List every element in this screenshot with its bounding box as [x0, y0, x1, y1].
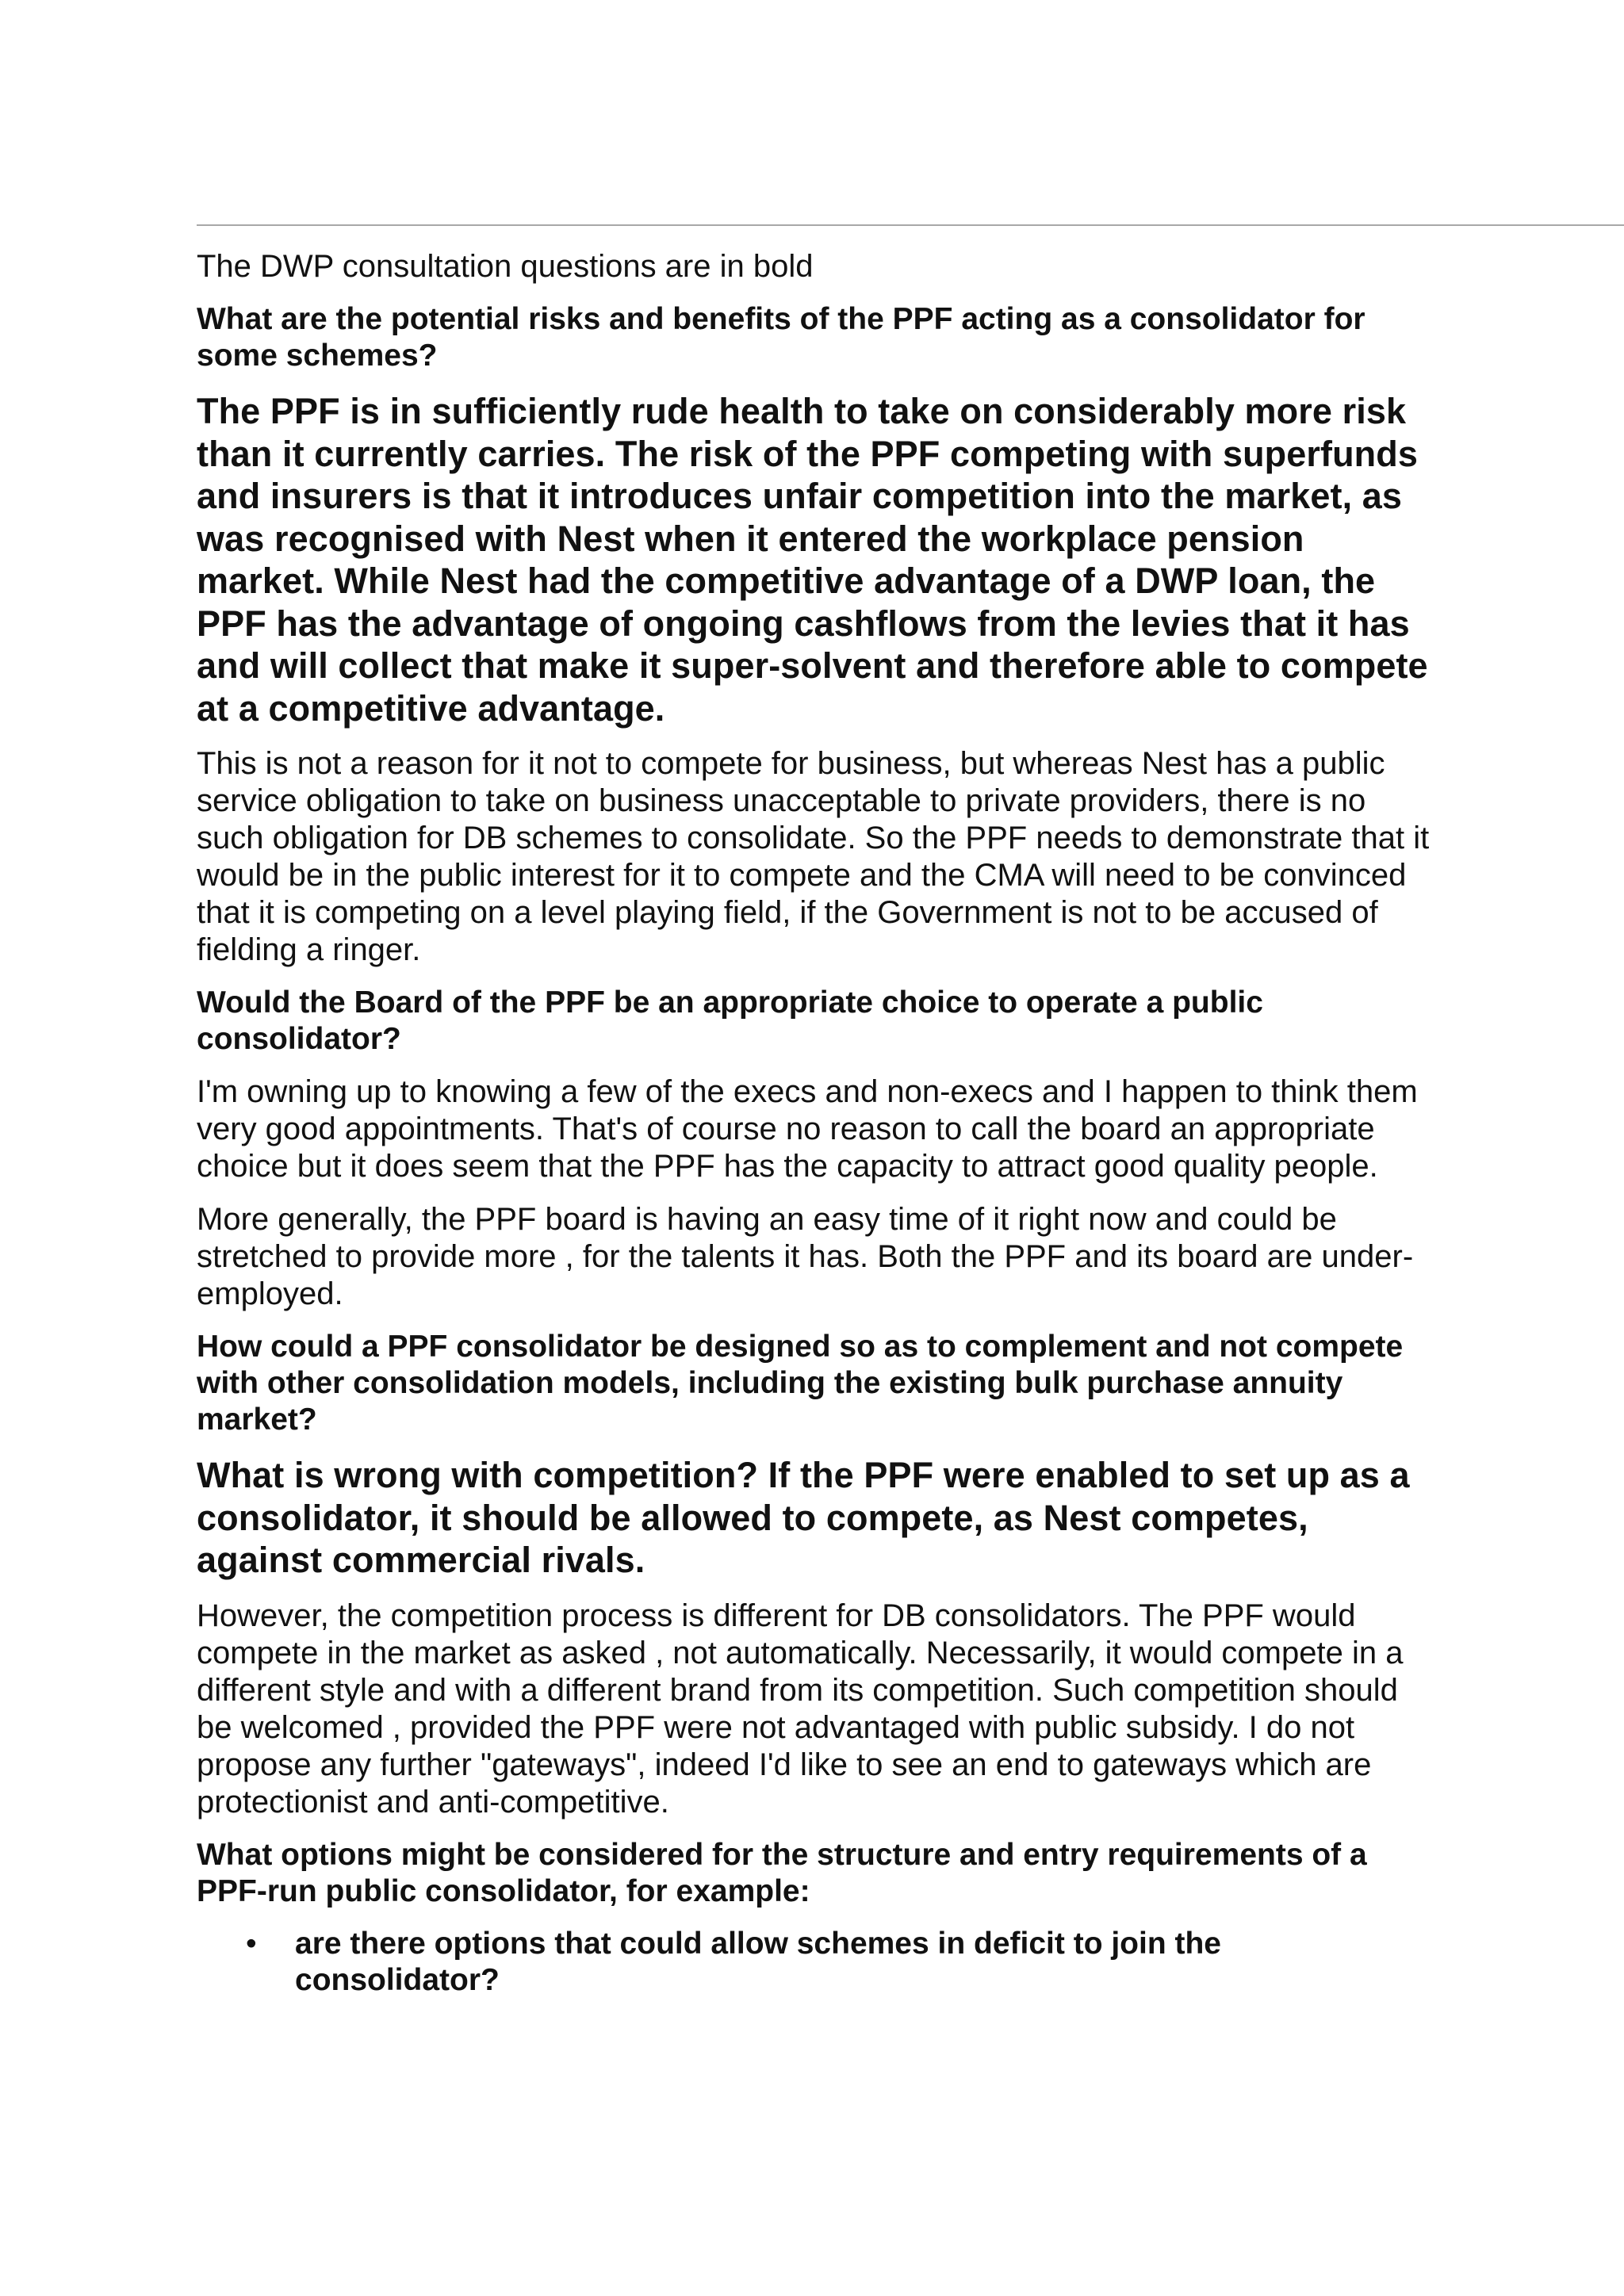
answer-board-choice-text-1: I'm owning up to knowing a few of the execs and non-execs and I happen to think them very good appointments. That's of course no reason to call the board an appropriate choice but it does seem that the PPF has the capacity to attract good quality people. — [197, 1074, 1418, 1184]
answer-consolidator-design-emphasis: What is wrong with competition? If the PPF were enabled to set up as a consolidator, it should be allowed to compete, as Nest competes, against commercial rivals. — [197, 1455, 1410, 1580]
bullet-icon: • — [246, 1926, 257, 1961]
list-item-text: are there options that could allow schemes in deficit to join the consolidator? — [295, 1926, 1222, 1997]
header-divider — [197, 224, 1624, 226]
answer-risks-benefits-emphasis: The PPF is in sufficiently rude health to take on considerably more risk than it currently carries. The risk of the PPF competing with superfunds and insurers is that it introduces unfair competition into the market, as was recognised with Nest when it entered the workplace pension market. While Nest had the competitive advantage of a DWP loan, the PPF has the advantage of ongoing cashflows from the levies that it has and will collect that make it super-solvent and therefore able to compete at a competitive advantage. — [197, 391, 1428, 729]
intro-note: The DWP consultation questions are in bold — [197, 249, 814, 284]
question-risks-benefits: What are the potential risks and benefits of the PPF acting as a consolidator for some schemes? — [197, 302, 1365, 373]
structure-options-list — [197, 1926, 1434, 1999]
list-item — [197, 1926, 1434, 1999]
answer-board-choice-text-2: More generally, the PPF board is having an easy time of it right now and could be stretched to provide more , for the talents it has. Both the PPF and its board are under-employed. — [197, 1202, 1414, 1311]
answer-risks-benefits-text: This is not a reason for it not to compete for business, but whereas Nest has a public service obligation to take on business unacceptable to private providers, there is no such obligation for DB schemes to consolidate. So the PPF needs to demonstrate that it would be in the public interest for it to compete and the CMA will need to be convinced that it is competing on a level playing field, if the Government is not to be accused of fielding a ringer. — [197, 746, 1430, 967]
question-consolidator-design: How could a PPF consolidator be designed so as to complement and not compete with other consolidation models, including the existing bulk purchase annuity market? — [197, 1330, 1404, 1437]
document-body — [197, 247, 1434, 1999]
answer-consolidator-design-text: However, the competition process is different for DB consolidators. The PPF would compete in the market as asked , not automatically. Necessarily, it would compete in a different style and with a different brand from its competition. Such competition should be welcomed , provided the PPF were not advantaged with public subsidy. I do not propose any further "gateways", indeed I'd like to see an end to gateways which are protectionist and anti-competitive. — [197, 1598, 1404, 1820]
question-structure-options: What options might be considered for the structure and entry requirements of a PPF-run public consolidator, for example: — [197, 1837, 1367, 1908]
question-board-choice: Would the Board of the PPF be an appropriate choice to operate a public consolidator? — [197, 985, 1263, 1056]
